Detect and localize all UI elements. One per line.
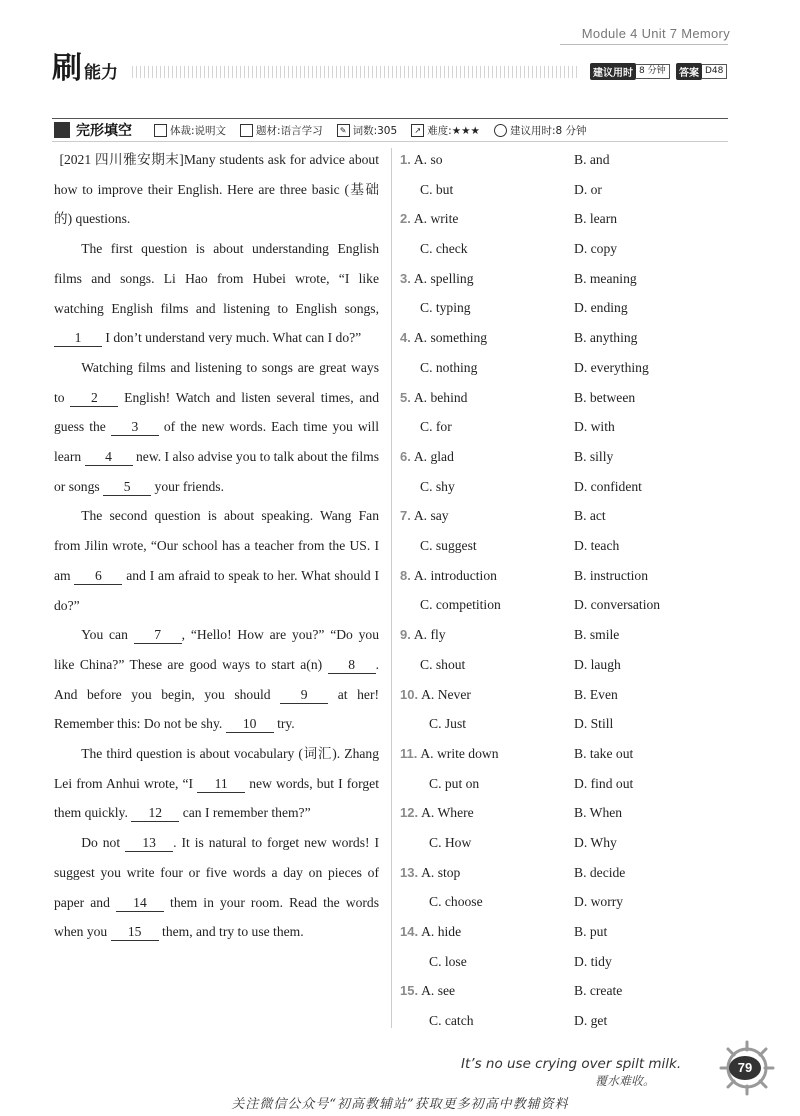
header-rule: [560, 44, 728, 45]
option-15-d[interactable]: [574, 1006, 730, 1036]
blank-13[interactable]: 13: [125, 835, 173, 852]
options-list: [400, 145, 730, 1036]
section-marker: [54, 122, 70, 138]
option-text: B. between: [574, 389, 636, 405]
answer-tag: [676, 63, 727, 79]
question-12: [400, 798, 730, 857]
p7-text-e: them, and try to use them.: [162, 924, 304, 940]
option-text: C. catch: [429, 1013, 474, 1029]
question-10: [400, 680, 730, 739]
option-10-c[interactable]: [400, 709, 574, 739]
option-7-d[interactable]: [574, 531, 730, 561]
question-5: [400, 383, 730, 442]
question-number: 4.: [400, 330, 411, 346]
blank-2[interactable]: 2: [70, 390, 118, 407]
genre-text: 体裁:说明文: [170, 124, 227, 137]
option-3-a[interactable]: [400, 264, 574, 294]
option-11-b[interactable]: [574, 739, 730, 769]
option-text: A. introduction: [413, 567, 497, 583]
option-text: D. laugh: [574, 656, 621, 672]
option-text: C. lose: [429, 953, 467, 969]
option-15-c[interactable]: [400, 1006, 574, 1036]
option-text: D. conversation: [574, 597, 661, 613]
answer-tag-label: 答案: [676, 63, 702, 80]
words-meta: [337, 123, 398, 138]
option-11-a[interactable]: [400, 739, 574, 769]
option-text: C. How: [429, 834, 472, 850]
question-1: [400, 145, 730, 204]
option-4-a[interactable]: [400, 323, 574, 353]
option-text: C. typing: [420, 300, 471, 316]
option-2-d[interactable]: [574, 234, 730, 264]
option-5-d[interactable]: [574, 412, 730, 442]
words-text: 词数:305: [352, 124, 398, 137]
blank-3[interactable]: 3: [111, 419, 159, 436]
option-text: A. fly: [413, 627, 446, 643]
option-8-b[interactable]: [574, 561, 730, 591]
option-text: D. confident: [574, 478, 642, 494]
question-13: [400, 858, 730, 917]
question-number: 13.: [400, 864, 419, 880]
option-9-a[interactable]: [400, 620, 574, 650]
option-2-a[interactable]: [400, 204, 574, 234]
blank-12[interactable]: 12: [131, 805, 179, 822]
option-text: D. Why: [574, 834, 617, 850]
p5-text-c: , “Hello! How are you?” “Do you like China?” These are good ways to start a(n): [54, 627, 380, 672]
difficulty-text: 难度:★★★: [427, 124, 480, 137]
option-text: D. with: [574, 419, 615, 435]
paragraph-1: [54, 145, 379, 234]
chart-icon: ↗: [411, 124, 424, 137]
blank-15[interactable]: 15: [111, 924, 159, 941]
option-3-d[interactable]: [574, 293, 730, 323]
question-number: 10.: [400, 686, 419, 702]
brand-title: [52, 51, 118, 86]
topic-text: 题材:语言学习: [256, 124, 323, 137]
p5-text-a: You can: [81, 627, 128, 643]
p3-text-c: English! Watch and listen several times, and guess the: [54, 389, 380, 435]
genre-meta: [154, 123, 226, 138]
pen-icon: ✎: [337, 124, 350, 137]
option-4-d[interactable]: [574, 353, 730, 383]
proverb-chinese: 覆水难收。: [595, 1074, 656, 1088]
question-number: 2.: [400, 211, 411, 227]
time-tag: [590, 63, 670, 79]
option-14-d[interactable]: [574, 947, 730, 977]
answer-tag-value: D48: [702, 64, 727, 79]
p2-text-a: The first question is about understanding English films and songs. Li Hao from Hubei wrote, “I like watching English films and listening to English songs,: [54, 241, 379, 316]
question-15: [400, 976, 730, 1035]
question-7: [400, 501, 730, 560]
question-14: [400, 917, 730, 976]
question-6: [400, 442, 730, 501]
option-4-b[interactable]: [574, 323, 730, 353]
section-title: 完形填空: [76, 123, 132, 139]
question-number: 5.: [400, 389, 411, 405]
option-text: C. but: [420, 181, 454, 197]
option-text: B. When: [574, 805, 623, 821]
p6-text-a: The third question is about vocabulary (词汇). Zhang Lei from Anhui wrote, “I: [54, 746, 379, 791]
option-1-d[interactable]: [574, 175, 730, 205]
option-text: B. silly: [574, 448, 614, 464]
difficulty-meta: [411, 123, 480, 138]
option-text: D. tidy: [574, 953, 612, 969]
option-9-d[interactable]: [574, 650, 730, 680]
option-12-a[interactable]: [400, 798, 574, 828]
p7-text-d: them in your room. Read the words when you: [54, 894, 379, 940]
question-3: [400, 264, 730, 323]
option-7-a[interactable]: [400, 501, 574, 531]
option-6-b[interactable]: [574, 442, 730, 472]
question-number: 3.: [400, 270, 411, 286]
p3-text-e: new. I also advise you to talk about the films or songs: [54, 449, 379, 494]
blank-8[interactable]: 8: [328, 657, 376, 674]
option-text: A. Never: [421, 686, 471, 702]
option-text: B. put: [574, 924, 608, 940]
option-14-b[interactable]: [574, 917, 730, 947]
option-text: C. nothing: [420, 359, 478, 375]
option-5-b[interactable]: [574, 383, 730, 413]
option-12-d[interactable]: [574, 828, 730, 858]
option-text: C. shout: [420, 656, 466, 672]
option-text: A. hide: [421, 924, 462, 940]
option-text: B. smile: [574, 627, 620, 643]
question-number: 8.: [400, 567, 411, 583]
option-text: A. something: [413, 330, 488, 346]
blank-1[interactable]: 1: [54, 330, 102, 347]
option-text: D. find out: [574, 775, 634, 791]
option-text: D. worry: [574, 894, 624, 910]
question-number: 9.: [400, 627, 411, 643]
blank-11[interactable]: 11: [197, 776, 245, 793]
option-1-a[interactable]: [400, 145, 574, 175]
blank-6[interactable]: 6: [74, 568, 122, 585]
question-number: 11.: [400, 745, 418, 761]
option-text: D. everything: [574, 359, 649, 375]
paragraph-5: [54, 620, 379, 739]
option-text: B. learn: [574, 211, 618, 227]
option-text: B. meaning: [574, 270, 637, 286]
option-15-b[interactable]: [574, 976, 730, 1006]
option-13-d[interactable]: [574, 887, 730, 917]
option-10-d[interactable]: [574, 709, 730, 739]
option-2-b[interactable]: [574, 204, 730, 234]
option-8-c[interactable]: [400, 590, 574, 620]
column-divider: [391, 148, 392, 1028]
blank-5[interactable]: 5: [103, 479, 151, 496]
question-number: 15.: [400, 983, 419, 999]
paragraph-7: [54, 828, 379, 947]
option-text: A. Where: [421, 805, 474, 821]
option-6-c[interactable]: [400, 472, 574, 502]
option-11-d[interactable]: [574, 769, 730, 799]
option-text: C. shy: [420, 478, 455, 494]
option-text: A. stop: [421, 864, 461, 880]
cloze-passage: [54, 145, 379, 947]
option-text: D. get: [574, 1013, 608, 1029]
option-text: A. see: [421, 983, 456, 999]
time-tag-value: 8 分钟: [636, 64, 670, 79]
option-text: A. spelling: [413, 270, 474, 286]
option-6-a[interactable]: [400, 442, 574, 472]
paragraph-3: [54, 353, 379, 502]
option-13-b[interactable]: [574, 858, 730, 888]
option-text: C. check: [420, 241, 468, 257]
section-bar: [52, 118, 728, 142]
option-5-a[interactable]: [400, 383, 574, 413]
module-header: Module 4 Unit 7 Memory: [581, 26, 730, 41]
blank-10[interactable]: 10: [226, 716, 274, 733]
option-text: B. and: [574, 152, 610, 167]
source-tag: [2021 四川雅安期末]: [59, 152, 184, 167]
footer-note: 关注微信公众号“初高教辅站”获取更多初高中教辅资料: [231, 1097, 569, 1112]
option-text: C. for: [420, 419, 452, 435]
p3-text-f: your friends.: [154, 478, 224, 494]
question-11: [400, 739, 730, 798]
p4-text-c: and I am afraid to speak to her. What should I do?”: [54, 567, 379, 613]
option-2-c[interactable]: [400, 234, 574, 264]
question-number: 7.: [400, 508, 411, 524]
paragraph-2: [54, 234, 379, 353]
brand-small-text: 能力: [84, 63, 118, 83]
option-text: A. write: [413, 211, 459, 227]
p5-text-f: try.: [277, 716, 295, 732]
option-1-c[interactable]: [400, 175, 574, 205]
blank-7[interactable]: 7: [134, 627, 182, 644]
option-9-c[interactable]: [400, 650, 574, 680]
question-8: [400, 561, 730, 620]
p3-text-a: Watching films and listening to songs are great ways to: [54, 359, 379, 405]
question-number: 12.: [400, 805, 419, 821]
option-text: C. Just: [429, 716, 467, 732]
p2-text-c: I don’t understand very much. What can I do?”: [105, 330, 362, 346]
p1-text: Many students ask for advice about how to improve their English. Here are three basic (基础的) questions.: [54, 152, 379, 227]
p4-text-a: The second question is about speaking. Wang Fan from Jilin wrote, “Our school has a teacher from the US. I am: [54, 508, 379, 583]
option-5-c[interactable]: [400, 412, 574, 442]
brand-big-char: 刷: [52, 51, 82, 86]
option-14-c[interactable]: [400, 947, 574, 977]
option-7-b[interactable]: [574, 501, 730, 531]
option-text: B. act: [574, 508, 606, 524]
option-3-b[interactable]: [574, 264, 730, 294]
blank-9[interactable]: 9: [280, 687, 328, 704]
option-text: A. so: [413, 152, 443, 167]
option-text: A. write down: [420, 745, 499, 761]
option-text: D. ending: [574, 300, 628, 316]
document-icon: [154, 124, 167, 137]
option-8-d[interactable]: [574, 590, 730, 620]
p5-text-d: . And before you begin, you should: [54, 656, 379, 702]
option-14-a[interactable]: [400, 917, 574, 947]
option-text: D. copy: [574, 241, 618, 257]
option-text: C. competition: [420, 597, 501, 613]
clock-icon: [494, 124, 507, 137]
topic-meta: [240, 123, 323, 138]
question-9: [400, 620, 730, 679]
topic-icon: [240, 124, 253, 137]
option-4-c[interactable]: [400, 353, 574, 383]
option-3-c[interactable]: [400, 293, 574, 323]
option-text: B. decide: [574, 864, 626, 880]
option-10-a[interactable]: [400, 680, 574, 710]
blank-14[interactable]: 14: [116, 895, 164, 912]
proverb-text: It’s no use crying over spilt milk.: [461, 1056, 682, 1072]
p6-text-d: can I remember them?”: [182, 805, 311, 821]
option-text: A. glad: [413, 448, 454, 464]
option-10-b[interactable]: [574, 680, 730, 710]
option-text: B. create: [574, 983, 623, 999]
p5-text-e: at her! Remember this: Do not be shy.: [54, 686, 380, 732]
page-number: 79: [729, 1056, 761, 1080]
paragraph-6: [54, 739, 379, 828]
time-meta: [494, 123, 587, 138]
option-1-b[interactable]: [574, 145, 730, 175]
question-number: 14.: [400, 924, 419, 940]
decorative-stripe: [132, 66, 580, 78]
option-text: B. take out: [574, 745, 634, 761]
option-6-d[interactable]: [574, 472, 730, 502]
option-text: B. anything: [574, 330, 638, 346]
time-text: 建议用时:8 分钟: [509, 124, 587, 137]
option-text: C. choose: [429, 894, 483, 910]
option-8-a[interactable]: [400, 561, 574, 591]
question-number: 6.: [400, 448, 411, 464]
option-7-c[interactable]: [400, 531, 574, 561]
paragraph-4: [54, 501, 379, 620]
option-text: A. behind: [413, 389, 468, 405]
p3-text-d: of the new words. Each time you will learn: [54, 419, 379, 465]
option-12-c[interactable]: [400, 828, 574, 858]
option-13-a[interactable]: [400, 858, 574, 888]
option-9-b[interactable]: [574, 620, 730, 650]
p6-text-c: new words, but I forget them quickly.: [54, 775, 379, 821]
option-15-a[interactable]: [400, 976, 574, 1006]
question-2: [400, 204, 730, 263]
option-text: B. instruction: [574, 567, 649, 583]
p7-text-c: . It is natural to forget new words! I suggest you write four or five words a day on pieces of paper and: [54, 835, 379, 910]
option-11-c[interactable]: [400, 769, 574, 799]
option-text: C. put on: [429, 775, 480, 791]
option-13-c[interactable]: [400, 887, 574, 917]
option-text: C. suggest: [420, 538, 477, 554]
option-text: D. teach: [574, 538, 620, 554]
option-text: D. or: [574, 181, 602, 197]
blank-4[interactable]: 4: [85, 449, 133, 466]
p7-text-a: Do not: [81, 835, 121, 851]
question-4: [400, 323, 730, 382]
option-12-b[interactable]: [574, 798, 730, 828]
option-text: B. Even: [574, 686, 618, 702]
question-number: 1.: [400, 152, 411, 167]
option-text: D. Still: [574, 716, 614, 732]
time-tag-label: 建议用时: [590, 63, 636, 80]
option-text: A. say: [413, 508, 449, 524]
